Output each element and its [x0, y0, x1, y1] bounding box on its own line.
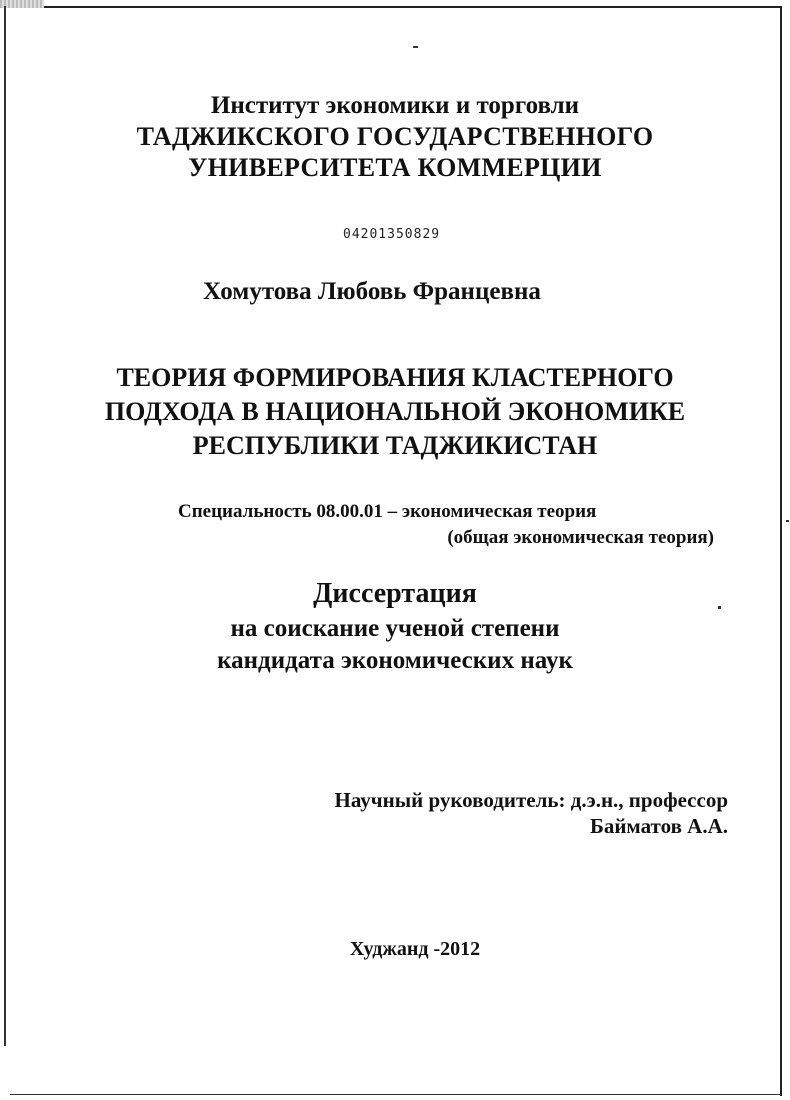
degree-line-2: кандидата экономических наук [217, 647, 573, 674]
scan-speck [413, 46, 418, 48]
specialty-line-1: Специальность 08.00.01 – экономическая теория [178, 501, 597, 522]
thesis-title-line-3: РЕСПУБЛИКИ ТАДЖИКИСТАН [192, 431, 598, 460]
thesis-title-line-2: ПОДХОДА В НАЦИОНАЛЬНОЙ ЭКОНОМИКЕ [104, 397, 686, 426]
institution-line-2: ТАДЖИКСКОГО ГОСУДАРСТВЕННОГО [136, 122, 654, 151]
advisor-name: Байматов А.А. [589, 814, 728, 838]
thesis-title-line-1: ТЕОРИЯ ФОРМИРОВАНИЯ КЛАСТЕРНОГО [116, 363, 674, 392]
scan-artifact-corner [0, 0, 44, 8]
institution-line-3: УНИВЕРСИТЕТА КОММЕРЦИИ [188, 153, 602, 182]
scan-border-top [44, 6, 780, 8]
author-name: Хомутова Любовь Францевна [203, 278, 541, 305]
advisor-title: Научный руководитель: д.э.н., профессор [334, 788, 728, 812]
scan-border-bottom [10, 1094, 780, 1095]
place-and-year: Худжанд -2012 [349, 938, 481, 960]
registry-code: 04201350829 [343, 227, 441, 242]
institution-line-1: Институт экономики и торговли [210, 92, 580, 119]
scan-speck [786, 520, 789, 522]
specialty-line-2: (общая экономическая теория) [447, 527, 714, 548]
document-type-heading: Диссертация [313, 578, 477, 609]
degree-line-1: на соискание ученой степени [230, 615, 560, 642]
